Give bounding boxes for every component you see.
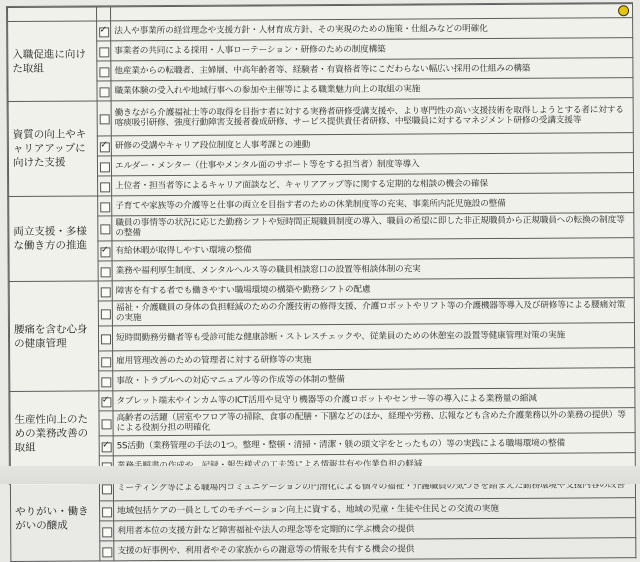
checkbox-cell (99, 436, 113, 456)
checkbox[interactable] (101, 442, 111, 452)
checkbox[interactable] (101, 377, 111, 387)
checkbox[interactable] (102, 547, 112, 557)
checkbox[interactable] (99, 87, 109, 97)
checkbox-cell (98, 196, 112, 216)
category-label: やりがい・働きがいの醸成 (10, 476, 100, 562)
table-row (10, 408, 635, 437)
item-text: タブレット端末やインカム等のICT活用や見守り機器等の介護ロボットやセンサー等の導入による業務量の縮減 (113, 388, 635, 411)
item-text: 業務手順書の作成や、記録・報告様式の工夫等による情報共有や作業負担の軽減 (113, 453, 635, 476)
checkbox[interactable] (99, 114, 109, 124)
item-text: 5S活動（業務管理の手法の1つ。整理・整頓・清掃・清潔・躾の頭文字をとったもの）等の実践による職場環境の整備 (113, 433, 635, 456)
checkbox[interactable] (102, 527, 112, 537)
category-label: 入職促進に向けた取組 (8, 21, 97, 102)
category-label: 両立支援・多様な働き方の推進 (9, 196, 99, 282)
item-text: 研修の受講やキャリア段位制度と人事考課との連動 (111, 133, 633, 156)
checkbox-cell (97, 136, 111, 156)
item-text: 職員の事情等の状況に応じた勤務シフトや短時間正規職員制度の導入、職員の希望に即した非正規職員から正規職員への転換の制度等の整備 (112, 213, 634, 241)
item-text: 職業体験の受入れや地域行事への参加や主催等による職業魅力向上の取組の実施 (111, 78, 633, 101)
category-label: 生産性向上のための業務改善の取組 (10, 391, 100, 477)
item-text (114, 538, 636, 561)
item-text: 障害を有する者でも働きやすい職場環境の構築や勤務シフトの配慮 (112, 278, 634, 301)
item-text: 利用者本位の支援方針など障害福祉や法人の理念等を定期的に学ぶ機会の提供 (114, 518, 636, 541)
checkbox-cell (98, 241, 112, 261)
checkbox-cell (97, 101, 111, 136)
table-row (8, 98, 633, 137)
item-text: 他産業からの転職者、主婦層、中高年齢者等、経験者・有資格者等にこだわらない幅広い採用の仕組みの構築 (111, 58, 633, 81)
checkbox-cell (99, 411, 113, 436)
checkbox[interactable] (100, 224, 110, 234)
checkbox[interactable] (100, 267, 110, 277)
item-text: 高齢者の活躍（居室やフロア等の掃除、食事の配膳・下膳などのほか、経理や労務、広報なども含めた介護業務以外の業務の提供）等による役割分担の明確化 (113, 408, 635, 436)
checkbox[interactable] (100, 309, 110, 319)
table-row (9, 213, 634, 242)
checkbox-cell (97, 21, 111, 41)
checkbox[interactable] (99, 27, 109, 37)
checkbox[interactable] (100, 182, 110, 192)
checkbox-cell (98, 176, 112, 196)
checkbox[interactable] (101, 419, 111, 429)
checkbox-cell (100, 521, 114, 541)
checkbox-cell (97, 81, 111, 101)
item-text: 有給休暇が取得しやすい環境の整備 (112, 238, 634, 261)
requirements-sheet (6, 2, 636, 485)
checkbox-cell (98, 301, 112, 326)
checkbox-cell (98, 281, 112, 301)
checkbox-cell (99, 391, 113, 411)
checkbox-cell (99, 371, 113, 391)
item-text: エルダー・メンター（仕事やメンタル面のサポート等をする担当者）制度等導入 (111, 153, 633, 176)
item-text: 事故・トラブルへの対応マニュアル等の作成等の体制の整備 (113, 368, 635, 391)
item-text: 地域包括ケアの一員としてのモチベーション向上に資する、地域の児童・生徒や住民との交流の実施 (114, 498, 636, 521)
item-text: 業務や福利厚生制度、メンタルヘルス等の職員相談窓口の設置等相談体制の充実 (112, 258, 634, 281)
table-row (11, 538, 636, 562)
checkbox[interactable] (101, 357, 111, 367)
item-text: 上位者・担当者等によるキャリア面談など、キャリアアップ等に関する定期的な相談の機会の確保 (112, 173, 634, 196)
circle-marker-icon (618, 5, 629, 16)
item-text: 事業者の共同による採用・人事ローテーション・研修のための制度構築 (111, 38, 633, 61)
item-text: 短時間勤務労働者等も受診可能な健康診断・ストレスチェックや、従業員のための休憩室の設置等健康管理対策の実施 (112, 323, 634, 351)
checkbox[interactable] (101, 397, 111, 407)
checkbox[interactable] (99, 162, 109, 172)
category-label: 腰痛を含む心身の健康管理 (9, 281, 99, 392)
checkbox-cell (98, 326, 112, 351)
header-checkbox-cell (97, 7, 111, 21)
checkbox-cell (97, 61, 111, 81)
table-row (9, 298, 634, 327)
category-label: 資質の向上やキャリアアップに向けた支援 (8, 101, 98, 197)
checkbox[interactable] (100, 247, 110, 257)
checkbox-cell (97, 41, 111, 61)
checkbox-cell (98, 261, 112, 281)
checkbox-cell (97, 156, 111, 176)
desk-surface (0, 466, 640, 484)
item-text: ミーティング等による職場内コミュニケーションの円滑化による個々の福祉・介護職員の気づきを踏まえた勤務環境や支援内容の改善 (113, 473, 635, 501)
checkbox[interactable] (100, 202, 110, 212)
checkbox[interactable] (99, 67, 109, 77)
checkbox[interactable] (99, 142, 109, 152)
item-text: 福祉・介護職員の身体の負担軽減のための介護技術の修得支援、介護ロボットやリフト等の介護機器等導入及び研修等による腰痛対策の実施 (112, 298, 634, 326)
checkbox[interactable] (102, 507, 112, 517)
table-row (9, 323, 634, 352)
header-empty-cell (8, 7, 97, 22)
item-text: 雇用管理改善のための管理者に対する研修等の実施 (113, 348, 635, 371)
item-text: 法人や事業所の経営理念や支援方針・人材育成方針、その実現のための施策・仕組みなどの明確化 (111, 18, 633, 41)
checkbox[interactable] (100, 287, 110, 297)
item-text: 働きながら介護福祉士等の取得を目指す者に対する実務者研修受講支援や、より専門性の高い支援技術を取得しようとする者に対する喀痰吸引研修、強度行動障害支援者養成研修、サービス提供責任者研修、中堅職員に対するマネジメント研修の受講支援等 (111, 98, 633, 136)
checkbox[interactable] (101, 334, 111, 344)
item-text: 子育てや家族等の介護等と仕事の両立を目指す者のための休業制度等の充実、事業所内託児施設の整備 (112, 193, 634, 216)
checkbox[interactable] (99, 47, 109, 57)
checkbox-cell (100, 541, 114, 561)
checkbox-cell (100, 501, 114, 521)
checkbox-cell (98, 216, 112, 241)
checkbox[interactable] (101, 484, 111, 494)
checkbox-cell (99, 351, 113, 371)
